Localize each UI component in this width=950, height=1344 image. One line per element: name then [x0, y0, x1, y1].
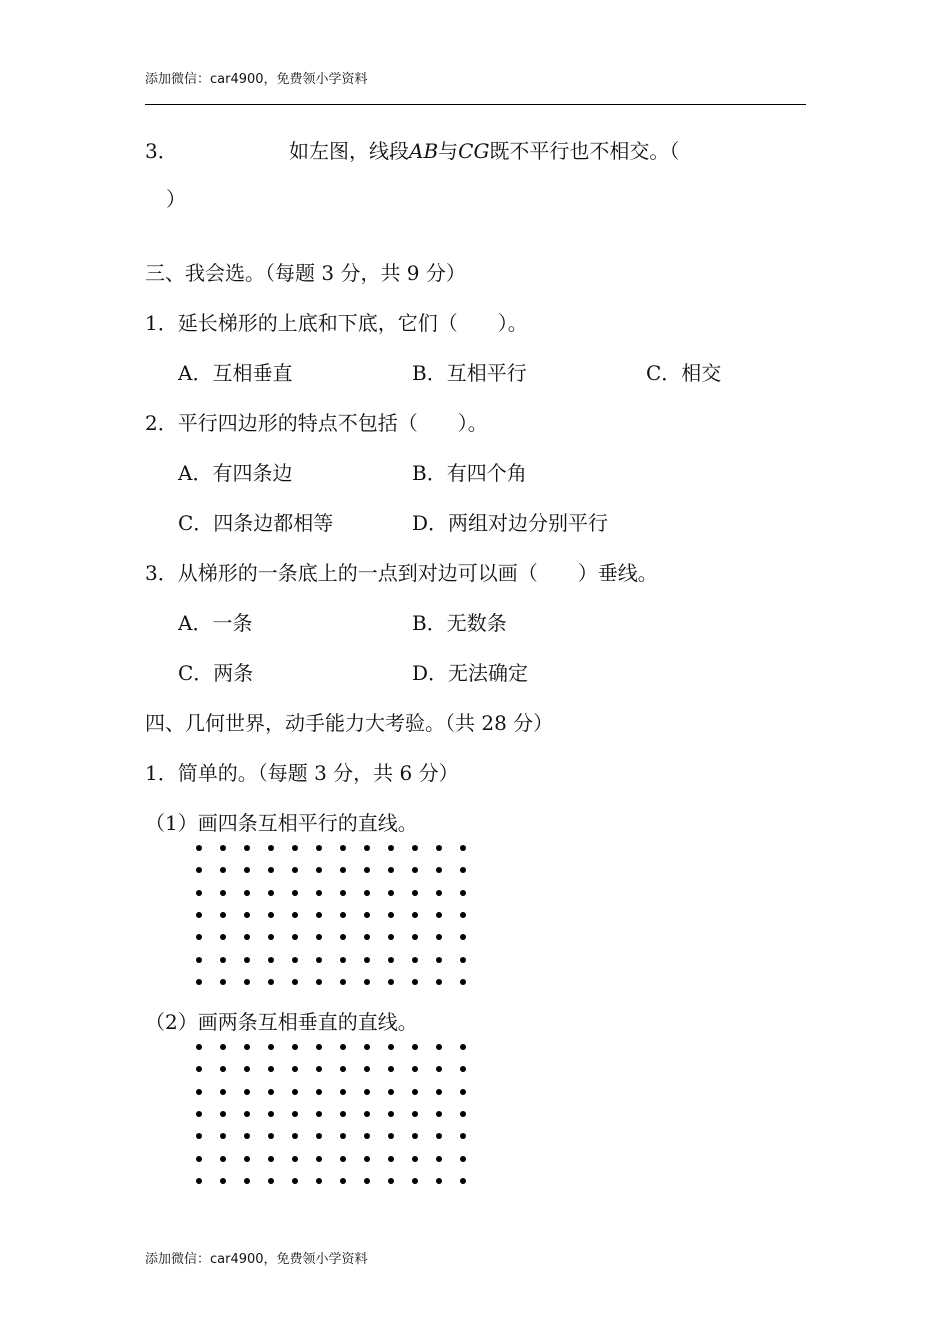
- grid-dot: [268, 1089, 274, 1095]
- grid-dot: [460, 912, 466, 918]
- tf-answer-close: ）: [166, 187, 186, 211]
- grid-dot: [268, 867, 274, 873]
- grid-dot: [196, 1111, 202, 1117]
- grid-dot: [460, 934, 466, 940]
- grid-dot: [292, 1133, 298, 1139]
- tf-text-pre: 如左图，线段: [289, 139, 409, 163]
- grid-dot: [436, 957, 442, 963]
- q3-option-c: C．两条: [178, 661, 254, 685]
- grid-dot: [340, 1111, 346, 1117]
- segment-cg: CG: [458, 139, 490, 163]
- grid-dot: [412, 957, 418, 963]
- grid-dot: [244, 1044, 250, 1050]
- grid-dot: [292, 867, 298, 873]
- grid-dot: [220, 1044, 226, 1050]
- grid-dot: [244, 934, 250, 940]
- grid-dot: [316, 1044, 322, 1050]
- grid-dot: [460, 867, 466, 873]
- grid-dot: [268, 890, 274, 896]
- grid-dot: [364, 979, 370, 985]
- grid-dot: [436, 867, 442, 873]
- grid-dot: [220, 1133, 226, 1139]
- grid-dot: [292, 1044, 298, 1050]
- grid-dot: [196, 1044, 202, 1050]
- grid-dot: [364, 867, 370, 873]
- grid-dot: [388, 1111, 394, 1117]
- grid-dot: [268, 979, 274, 985]
- grid-dot: [340, 979, 346, 985]
- grid-dot: [196, 979, 202, 985]
- grid-dot: [412, 979, 418, 985]
- q1-option-a: A．互相垂直: [178, 361, 293, 385]
- grid-dot: [316, 957, 322, 963]
- grid-dot: [244, 1111, 250, 1117]
- grid-dot: [268, 934, 274, 940]
- grid-dot: [316, 1133, 322, 1139]
- grid-dot: [436, 912, 442, 918]
- grid-dot: [364, 1156, 370, 1162]
- grid-dot: [364, 1044, 370, 1050]
- grid-dot: [436, 979, 442, 985]
- grid-dot: [220, 912, 226, 918]
- tf-question-3: [289, 138, 679, 164]
- grid-dot: [340, 890, 346, 896]
- grid-dot: [340, 1044, 346, 1050]
- grid-dot: [460, 957, 466, 963]
- grid-dot: [196, 1089, 202, 1095]
- grid-dot: [292, 1111, 298, 1117]
- grid-dot: [412, 1089, 418, 1095]
- grid-dot: [220, 867, 226, 873]
- grid-dot: [436, 1111, 442, 1117]
- grid-dot: [340, 957, 346, 963]
- q3-option-d: D．无法确定: [412, 661, 529, 685]
- tf-text-mid: 与: [438, 139, 459, 163]
- tf-question-number: 3．: [145, 139, 178, 163]
- grid-dot: [196, 845, 202, 851]
- grid-dot: [292, 934, 298, 940]
- grid-dot: [412, 1156, 418, 1162]
- grid-dot: [268, 1111, 274, 1117]
- grid-dot: [388, 1066, 394, 1072]
- grid-dot: [340, 1156, 346, 1162]
- grid-dot: [388, 867, 394, 873]
- grid-dot: [388, 1156, 394, 1162]
- grid-dot: [316, 1156, 322, 1162]
- grid-dot: [436, 1066, 442, 1072]
- grid-dot: [460, 1044, 466, 1050]
- grid-dot: [436, 1156, 442, 1162]
- grid-dot: [220, 957, 226, 963]
- grid-dot: [268, 845, 274, 851]
- grid-dot: [292, 912, 298, 918]
- grid-dot: [340, 912, 346, 918]
- grid-dot: [388, 845, 394, 851]
- q3-option-a: A．一条: [178, 611, 253, 635]
- grid-dot: [436, 890, 442, 896]
- grid-dot: [388, 890, 394, 896]
- grid-dot: [244, 957, 250, 963]
- grid-dot: [460, 1156, 466, 1162]
- grid-dot: [244, 979, 250, 985]
- grid-dot: [316, 912, 322, 918]
- grid-dot: [292, 979, 298, 985]
- grid-dot: [364, 890, 370, 896]
- grid-dot: [196, 957, 202, 963]
- grid-dot: [316, 1111, 322, 1117]
- grid-dot: [244, 912, 250, 918]
- task-draw-parallel: （1）画四条互相平行的直线。: [145, 811, 418, 835]
- grid-dot: [244, 890, 250, 896]
- grid-dot: [340, 867, 346, 873]
- grid-dot: [220, 845, 226, 851]
- grid-dot: [220, 890, 226, 896]
- grid-dot: [220, 1066, 226, 1072]
- q1-option-b: B．互相平行: [412, 361, 527, 385]
- tf-text-post: 既不平行也不相交。（: [489, 139, 680, 163]
- grid-dot: [220, 1156, 226, 1162]
- grid-dot: [340, 845, 346, 851]
- grid-dot: [412, 845, 418, 851]
- grid-dot: [388, 957, 394, 963]
- grid-dot: [412, 912, 418, 918]
- grid-dot: [316, 1178, 322, 1184]
- grid-dot: [388, 1089, 394, 1095]
- grid-dot: [220, 1089, 226, 1095]
- grid-dot: [268, 1066, 274, 1072]
- grid-dot: [412, 1133, 418, 1139]
- grid-dot: [412, 1111, 418, 1117]
- grid-dot: [292, 1089, 298, 1095]
- grid-dot: [460, 890, 466, 896]
- grid-dot: [268, 1044, 274, 1050]
- grid-dot: [316, 867, 322, 873]
- grid-dot: [196, 1066, 202, 1072]
- grid-dot: [220, 979, 226, 985]
- section-4-sub-1: 1．简单的。（每题 3 分，共 6 分）: [145, 761, 459, 785]
- section-4-title: 四、几何世界，动手能力大考验。（共 28 分）: [145, 711, 554, 735]
- grid-dot: [244, 867, 250, 873]
- grid-dot: [268, 1133, 274, 1139]
- grid-dot: [364, 1178, 370, 1184]
- grid-dot: [244, 1133, 250, 1139]
- grid-dot: [292, 1066, 298, 1072]
- q3-option-b: B．无数条: [412, 611, 507, 635]
- grid-dot: [268, 957, 274, 963]
- grid-dot: [220, 1111, 226, 1117]
- grid-dot: [244, 845, 250, 851]
- grid-dot: [388, 1044, 394, 1050]
- grid-dot: [268, 912, 274, 918]
- grid-dot: [412, 1044, 418, 1050]
- grid-dot: [436, 1089, 442, 1095]
- grid-dot: [460, 1089, 466, 1095]
- grid-dot: [316, 979, 322, 985]
- grid-dot: [196, 912, 202, 918]
- grid-dot: [364, 1111, 370, 1117]
- grid-dot: [460, 1066, 466, 1072]
- grid-dot: [364, 845, 370, 851]
- grid-dot: [292, 957, 298, 963]
- page-header: 添加微信：car4900，免费领小学资料: [145, 72, 368, 87]
- grid-dot: [388, 979, 394, 985]
- q2-option-c: C．四条边都相等: [178, 511, 334, 535]
- grid-dot: [388, 1178, 394, 1184]
- grid-dot: [364, 934, 370, 940]
- grid-dot: [412, 934, 418, 940]
- grid-dot: [436, 1178, 442, 1184]
- grid-dot: [316, 1089, 322, 1095]
- grid-dot: [460, 1133, 466, 1139]
- grid-dot: [460, 845, 466, 851]
- grid-dot: [412, 890, 418, 896]
- grid-dot: [196, 867, 202, 873]
- segment-ab: AB: [409, 139, 439, 163]
- section-3-title: 三、我会选。（每题 3 分，共 9 分）: [145, 261, 466, 285]
- grid-dot: [388, 912, 394, 918]
- q2-option-b: B．有四个角: [412, 461, 527, 485]
- grid-dot: [364, 1066, 370, 1072]
- grid-dot: [196, 1133, 202, 1139]
- grid-dot: [268, 1156, 274, 1162]
- page-footer: 添加微信：car4900，免费领小学资料: [145, 1252, 368, 1267]
- grid-dot: [412, 1178, 418, 1184]
- grid-dot: [436, 934, 442, 940]
- grid-dot: [364, 1089, 370, 1095]
- grid-dot: [292, 1156, 298, 1162]
- choice-question-2: 2．平行四边形的特点不包括（ ）。: [145, 411, 488, 435]
- grid-dot: [460, 979, 466, 985]
- grid-dot: [436, 845, 442, 851]
- grid-dot: [340, 934, 346, 940]
- grid-dot: [196, 934, 202, 940]
- grid-dot: [244, 1066, 250, 1072]
- q1-option-c: C．相交: [646, 361, 722, 385]
- grid-dot: [244, 1178, 250, 1184]
- grid-dot: [436, 1044, 442, 1050]
- grid-dot: [412, 867, 418, 873]
- grid-dot: [436, 1133, 442, 1139]
- grid-dot: [292, 845, 298, 851]
- grid-dot: [292, 1178, 298, 1184]
- grid-dot: [340, 1133, 346, 1139]
- task-draw-perpendicular: （2）画两条互相垂直的直线。: [145, 1010, 418, 1034]
- grid-dot: [316, 845, 322, 851]
- grid-dot: [364, 912, 370, 918]
- grid-dot: [364, 1133, 370, 1139]
- grid-dot: [196, 1178, 202, 1184]
- grid-dot: [316, 934, 322, 940]
- grid-dot: [388, 1133, 394, 1139]
- q2-option-d: D．两组对边分别平行: [412, 511, 609, 535]
- grid-dot: [364, 957, 370, 963]
- grid-dot: [340, 1089, 346, 1095]
- grid-dot: [196, 890, 202, 896]
- grid-dot: [316, 1066, 322, 1072]
- grid-dot: [244, 1156, 250, 1162]
- grid-dot: [220, 1178, 226, 1184]
- grid-dot: [220, 934, 226, 940]
- grid-dot: [388, 934, 394, 940]
- grid-dot: [460, 1178, 466, 1184]
- grid-dot: [412, 1066, 418, 1072]
- grid-dot: [340, 1066, 346, 1072]
- grid-dot: [268, 1178, 274, 1184]
- q2-option-a: A．有四条边: [178, 461, 293, 485]
- grid-dot: [292, 890, 298, 896]
- header-rule: [145, 104, 806, 105]
- grid-dot: [460, 1111, 466, 1117]
- grid-dot: [316, 890, 322, 896]
- grid-dot: [340, 1178, 346, 1184]
- choice-question-1: 1．延长梯形的上底和下底，它们（ ）。: [145, 311, 528, 335]
- grid-dot: [244, 1089, 250, 1095]
- choice-question-3: 3．从梯形的一条底上的一点到对边可以画（ ）垂线。: [145, 561, 658, 585]
- grid-dot: [196, 1156, 202, 1162]
